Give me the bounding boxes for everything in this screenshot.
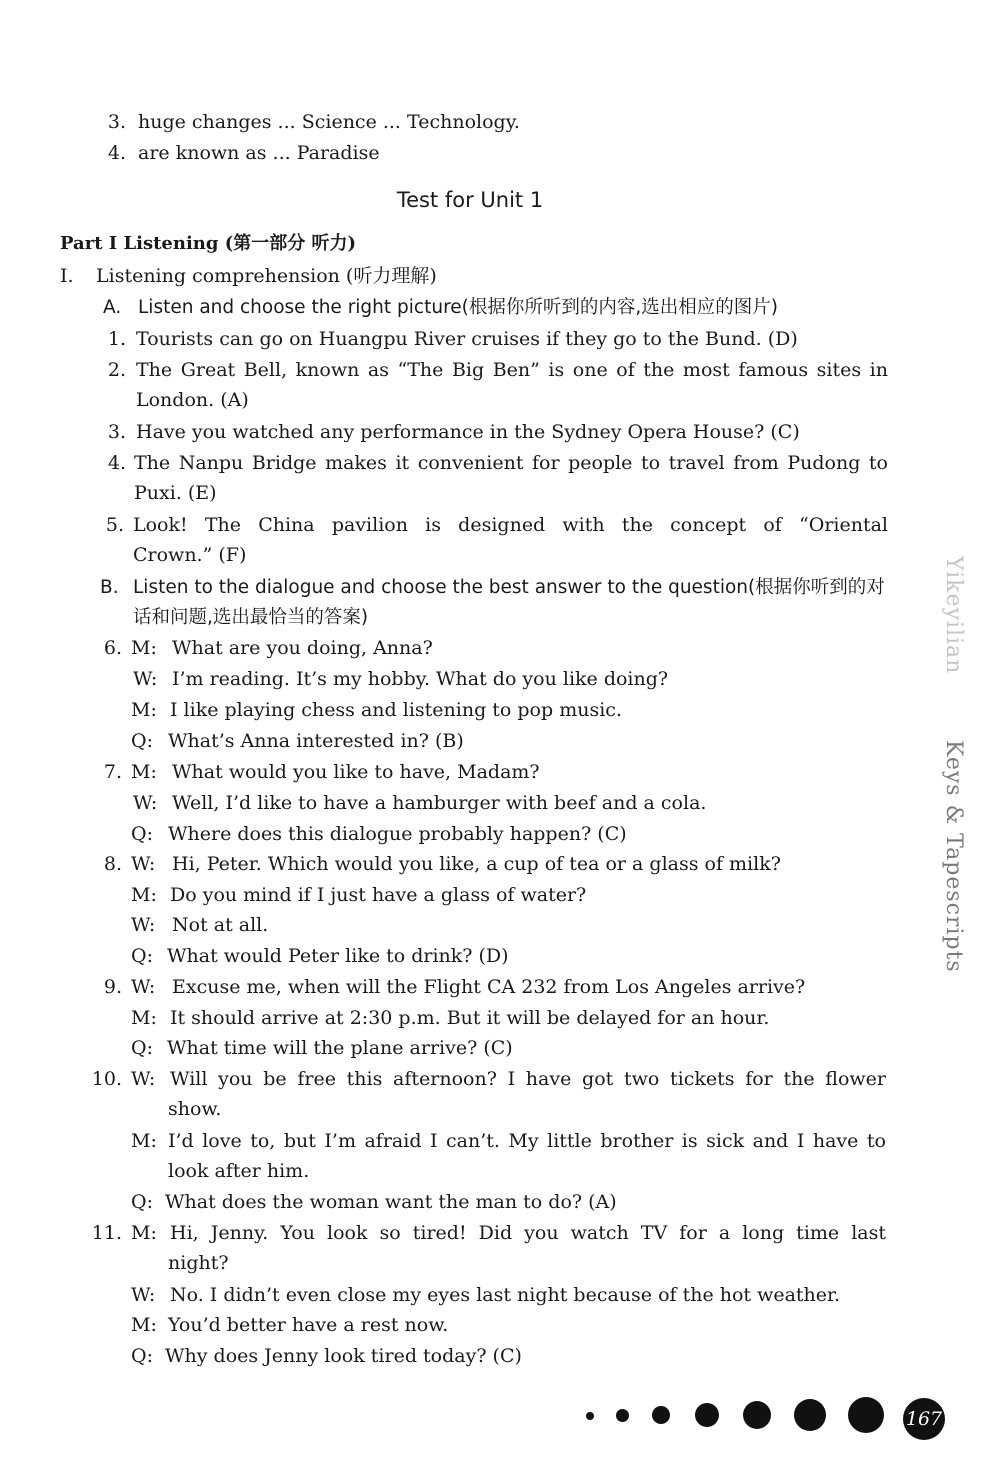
item-number: 3. [107,421,126,443]
item-text: London. (A) [136,389,249,411]
dialogue-line: No. I didn’t even close my eyes last night because of the hot weather. [170,1284,841,1306]
item-text: are known as ... Paradise [138,142,380,164]
decorative-dot [652,1406,670,1424]
dialogue-line: I like playing chess and listening to pop music. [170,699,622,721]
item-text: Look! The China pavilion is designed with the concept of “Oriental [133,514,888,536]
speaker-label: M: [131,1007,157,1029]
speaker-label: W: [131,1284,156,1306]
dialogue-line: What’s Anna interested in? (B) [168,730,464,752]
dialogue-line: Will you be free this afternoon? I have got two tickets for the flower [170,1068,886,1090]
dialogue-number: 7. [103,761,122,783]
sidebar-section: Keys & Tapescripts [941,740,966,973]
decorative-dot [794,1399,826,1431]
item-text: Crown.” (F) [133,544,247,566]
dialogue-number: 6. [103,637,122,659]
decorative-dot [848,1397,884,1433]
item-text: The Nanpu Bridge makes it convenient for people to travel from Pudong to [134,452,888,474]
item-number: 5. [105,514,124,536]
decorative-dot [616,1409,629,1422]
part-b-instruction-cont: 话和问题,选出最恰当的答案) [133,607,369,628]
speaker-label: Q: [131,823,153,845]
dialogue-line: Hi, Jenny. You look so tired! Did you watch TV for a long time last [170,1222,886,1244]
speaker-label: W: [133,792,158,814]
dialogue-line: look after him. [168,1160,310,1182]
item-text: The Great Bell, known as “The Big Ben” is one of the most famous sites in [136,359,888,381]
item-number: 4. [107,452,126,474]
speaker-label: Q: [131,1191,153,1213]
dialogue-line: Why does Jenny look tired today? (C) [165,1345,522,1367]
dialogue-line: show. [168,1098,222,1120]
dialogue-line: I’m reading. It’s my hobby. What do you like doing? [172,668,669,690]
speaker-label: M: [131,637,157,659]
speaker-label: M: [131,1314,157,1336]
item-number: 3. [107,111,126,133]
part-b-label: B. [100,577,119,598]
speaker-label: W: [131,976,156,998]
speaker-label: W: [131,914,156,936]
dialogue-line: What would Peter like to drink? (D) [167,945,509,967]
page-number: 167 [903,1398,945,1440]
part-a-label: A. [103,297,122,318]
dialogue-line: Excuse me, when will the Flight CA 232 from Los Angeles arrive? [172,976,806,998]
dialogue-line: What time will the plane arrive? (C) [167,1037,513,1059]
dialogue-line: I’d love to, but I’m afraid I can’t. My little brother is sick and I have to [168,1130,886,1152]
dialogue-line: night? [168,1252,229,1274]
item-text: Puxi. (E) [134,482,217,504]
speaker-label: Q: [131,1037,153,1059]
speaker-label: M: [131,761,157,783]
sidebar-publisher: Yikeyilian [941,556,966,675]
item-number: 1. [107,328,126,350]
dialogue-line: What would you like to have, Madam? [172,761,540,783]
speaker-label: Q: [131,730,153,752]
dialogue-number: 11. [91,1222,122,1244]
page-title: Test for Unit 1 [396,188,544,212]
dialogue-line: Where does this dialogue probably happen? (C) [168,823,627,845]
speaker-label: W: [133,668,158,690]
speaker-label: M: [131,1222,157,1244]
section-heading: Listening comprehension (听力理解) [96,265,437,287]
decorative-dot [695,1403,719,1427]
item-text: huge changes ... Science ... Technology. [138,111,520,133]
dialogue-line: Well, I’d like to have a hamburger with beef and a cola. [172,792,707,814]
item-text: Have you watched any performance in the Sydney Opera House? (C) [136,421,800,443]
dialogue-line: Hi, Peter. Which would you like, a cup of tea or a glass of milk? [172,853,781,875]
dialogue-number: 9. [103,976,122,998]
item-number: 4. [107,142,126,164]
speaker-label: Q: [131,1345,153,1367]
dialogue-line: Do you mind if I just have a glass of water? [170,884,587,906]
item-number: 2. [107,359,126,381]
decorative-dot [743,1401,771,1429]
item-text: Tourists can go on Huangpu River cruises if they go to the Bund. (D) [136,328,798,350]
dialogue-line: What are you doing, Anna? [172,637,433,659]
speaker-label: M: [131,1130,157,1152]
section-number: I. [60,265,74,287]
speaker-label: M: [131,884,157,906]
decorative-dot [586,1412,594,1420]
speaker-label: W: [131,853,156,875]
part-heading: Part I Listening (第一部分 听力) [60,233,357,254]
speaker-label: Q: [131,945,153,967]
dialogue-line: It should arrive at 2:30 p.m. But it will be delayed for an hour. [170,1007,770,1029]
part-b-instruction: Listen to the dialogue and choose the best answer to the question(根据你听到的对 [133,577,885,598]
dialogue-number: 8. [103,853,122,875]
dialogue-number: 10. [91,1068,122,1090]
dialogue-line: You’d better have a rest now. [168,1314,449,1336]
part-a-instruction: Listen and choose the right picture(根据你所听到的内容,选出相应的图片) [138,297,778,318]
dialogue-line: Not at all. [172,914,269,936]
speaker-label: W: [131,1068,156,1090]
dialogue-line: What does the woman want the man to do? (A) [165,1191,617,1213]
speaker-label: M: [131,699,157,721]
